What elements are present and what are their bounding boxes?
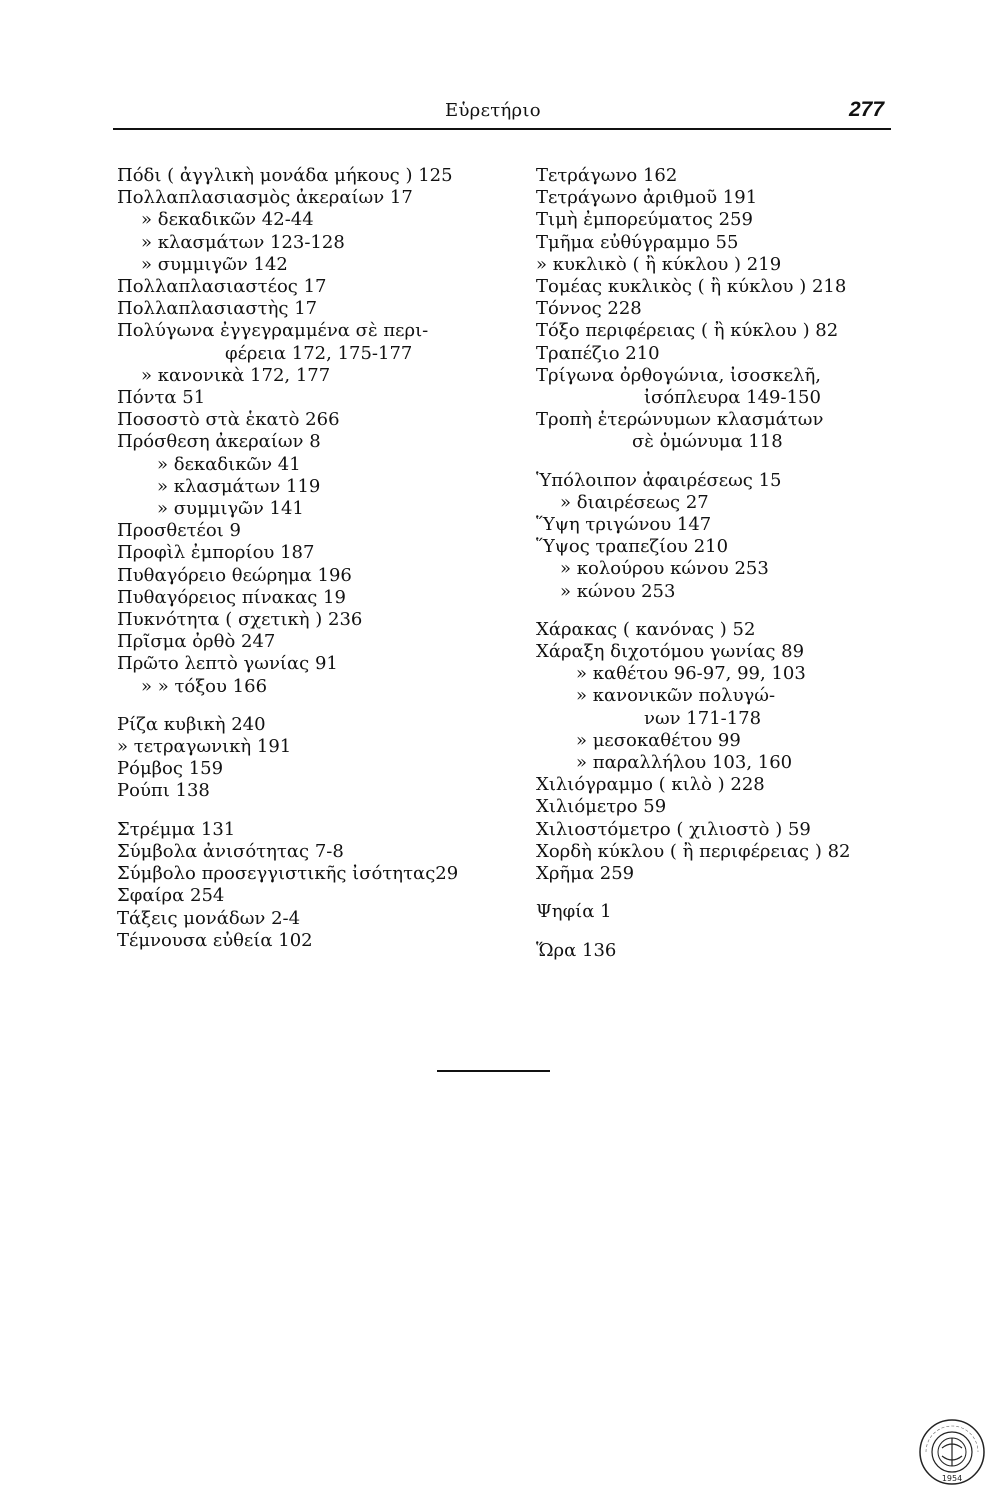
- index-entry: » καθέτου 96-97, 99, 103: [576, 663, 806, 685]
- section-gap: [536, 885, 891, 901]
- index-entry: Ρούπι 138: [117, 780, 210, 802]
- end-rule: [437, 1070, 550, 1072]
- section-gap: [536, 454, 891, 470]
- index-entry: » » τόξου 166: [141, 675, 268, 697]
- index-entry: Πρόσθεση ἀκεραίων 8: [117, 431, 321, 453]
- index-entry: » κυκλικὸ ( ἢ κύκλου ) 219: [536, 253, 782, 275]
- index-entry: Ὥρα 136: [536, 939, 617, 961]
- index-entry: Ρόμβος 159: [117, 758, 224, 780]
- index-entry: Τομέας κυκλικὸς ( ἢ κύκλου ) 218: [536, 276, 847, 298]
- index-entry: νων 171-178: [644, 707, 762, 729]
- index-entry: Ὕψος τραπεζίου 210: [536, 536, 729, 558]
- index-entry: » κανονικῶν πολυγώ-: [576, 685, 776, 707]
- index-entry: Τροπὴ ἑτερώνυμων κλασμάτων: [536, 409, 824, 431]
- index-entry: » μεσοκαθέτου 99: [576, 729, 741, 751]
- index-entry: Τιμὴ ἐμπορεύματος 259: [536, 209, 753, 231]
- index-entry: Τόξο περιφέρειας ( ἢ κύκλου ) 82: [536, 320, 839, 342]
- index-entry: » δεκαδικῶν 41: [157, 453, 301, 475]
- index-entry: Πόντα 51: [117, 387, 206, 409]
- index-entry: Χάρακας ( κανόνας ) 52: [536, 618, 756, 640]
- page-number: 277: [849, 98, 885, 121]
- index-entry: Ποσοστὸ στὰ ἑκατὸ 266: [117, 409, 340, 431]
- index-entry: Σύμβολο προσεγγιστικῆς ἰσότητας29: [117, 863, 459, 885]
- index-entry: Προφὶλ ἐμπορίου 187: [117, 542, 315, 564]
- index-column-left: [117, 165, 497, 952]
- index-entry: » κανονικὰ 172, 177: [141, 364, 331, 386]
- index-entry: Πυκνότητα ( σχετικὴ ) 236: [117, 609, 363, 631]
- stamp-year: 1954: [941, 1474, 963, 1483]
- index-entry: φέρεια 172, 175-177: [225, 342, 413, 364]
- index-entry: ἰσόπλευρα 149-150: [644, 387, 821, 409]
- index-entry: » παραλλήλου 103, 160: [576, 752, 793, 774]
- index-entry: Πολύγωνα ἐγγεγραμμένα σὲ περι-: [117, 320, 429, 342]
- index-entry: Πόδι ( ἀγγλικὴ μονάδα μήκους ) 125: [117, 165, 453, 186]
- foundation-stamp-icon: [918, 1418, 986, 1486]
- index-column-right: [536, 165, 891, 962]
- index-entry: » δεκαδικῶν 42-44: [141, 209, 314, 231]
- index-entry: » κλασμάτων 123-128: [141, 231, 345, 253]
- index-entry: Πυθαγόρειο θεώρημα 196: [117, 564, 352, 586]
- section-gap: [536, 924, 891, 940]
- index-entry: Τμῆμα εὐθύγραμμο 55: [536, 231, 739, 253]
- index-entry: » συμμιγῶν 141: [157, 498, 304, 520]
- index-entry: » κολούρου κώνου 253: [560, 558, 769, 580]
- index-entry: Τάξεις μονάδων 2-4: [117, 907, 301, 929]
- index-entry: Τρίγωνα ὀρθογώνια, ἰσοσκελῆ,: [536, 364, 821, 386]
- index-entry: Πολλαπλασιασμὸς ἀκεραίων 17: [117, 187, 413, 209]
- index-entry: Ψηφία 1: [536, 901, 612, 923]
- index-entry: Ὑπόλοιπον ἀφαιρέσεως 15: [536, 469, 782, 491]
- index-entry: Χιλιόμετρο 59: [536, 796, 667, 818]
- index-entry: Πυθαγόρειος πίνακας 19: [117, 586, 346, 608]
- index-entry: Τέμνουσα εὐθεία 102: [117, 929, 313, 951]
- index-entry: Χορδὴ κύκλου ( ἢ περιφέρειας ) 82: [536, 840, 851, 862]
- index-entry: Πρῶτο λεπτὸ γωνίας 91: [117, 653, 338, 675]
- index-entry: Προσθετέοι 9: [117, 520, 241, 542]
- index-entry: Χιλιόγραμμο ( κιλὸ ) 228: [536, 774, 765, 796]
- index-entry: » κώνου 253: [560, 580, 676, 602]
- index-entry: Πολλαπλασιαστὴς 17: [117, 298, 318, 320]
- index-entry: Σφαίρα 254: [117, 885, 225, 907]
- index-entry: Τετράγωνο 162: [536, 165, 678, 186]
- index-entry: » συμμιγῶν 142: [141, 253, 288, 275]
- index-entry: Πολλαπλασιαστέος 17: [117, 276, 327, 298]
- page-header-title: Εὑρετήριο: [445, 100, 541, 121]
- index-entry: » κλασμάτων 119: [157, 475, 321, 497]
- section-gap: [117, 803, 497, 819]
- index-entry: Στρέμμα 131: [117, 818, 236, 840]
- section-gap: [117, 698, 497, 714]
- index-entry: Πρῖσμα ὀρθὸ 247: [117, 631, 276, 653]
- index-entry: σὲ ὁμώνυμα 118: [632, 431, 783, 453]
- index-entry: Τόννος 228: [536, 298, 642, 320]
- index-entry: » διαιρέσεως 27: [560, 491, 709, 513]
- index-entry: Ὕψη τριγώνου 147: [536, 514, 712, 536]
- index-entry: Τραπέζιο 210: [536, 342, 660, 364]
- header-rule: [113, 128, 891, 130]
- index-entry: Ρίζα κυβικὴ 240: [117, 713, 266, 735]
- index-entry: Χάραξη διχοτόμου γωνίας 89: [536, 641, 805, 663]
- index-entry: Χρῆμα 259: [536, 863, 635, 885]
- index-entry: Σύμβολα ἀνισότητας 7-8: [117, 840, 344, 862]
- index-entry: » τετραγωνικὴ 191: [117, 736, 292, 758]
- index-entry: Χιλιοστόμετρο ( χιλιοστὸ ) 59: [536, 818, 811, 840]
- section-gap: [536, 603, 891, 619]
- index-entry: Τετράγωνο ἀριθμοῦ 191: [536, 187, 758, 209]
